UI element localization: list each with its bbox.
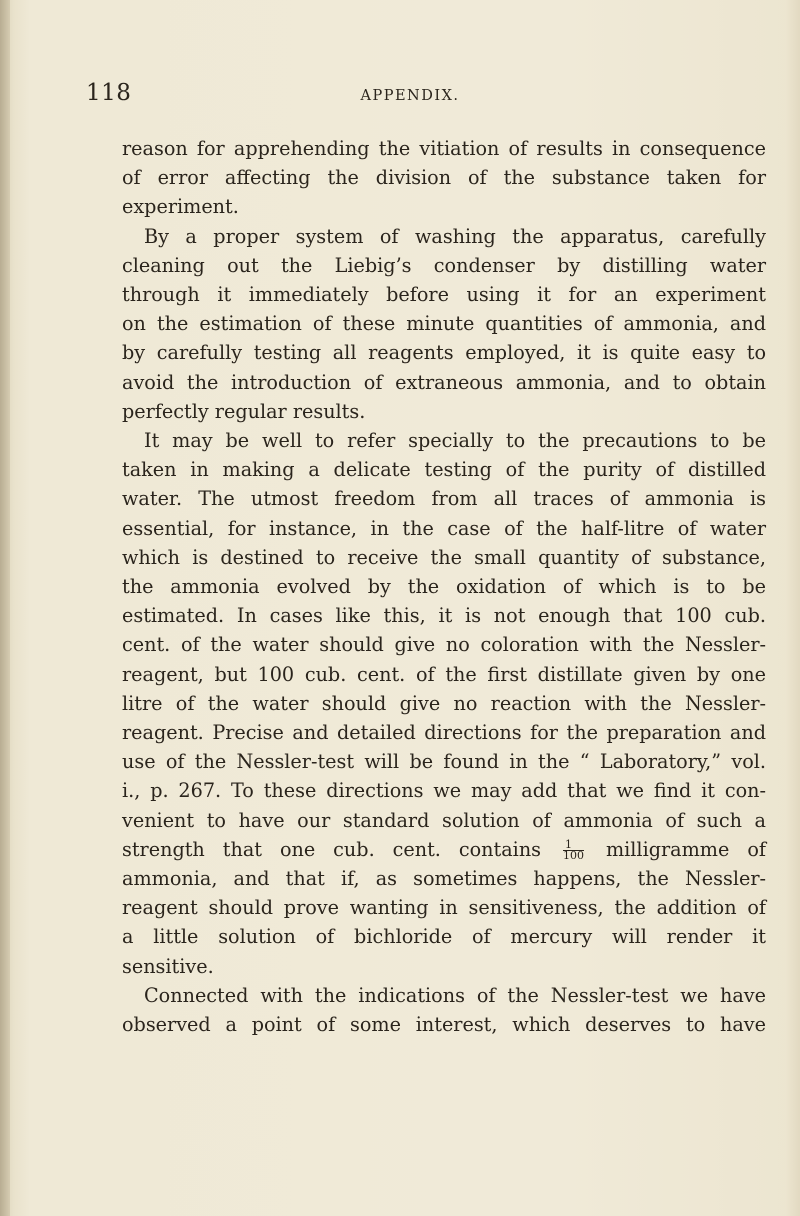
text-line: a little solution of bichloride of mercury will render it — [122, 925, 766, 949]
text-line: cleaning out the Liebig’s condenser by distilling water — [122, 253, 766, 277]
fraction-suffix: milligramme of — [605, 837, 766, 861]
text-line: use of the Nessler-test will be found in the “ Laboratory,” vol. — [122, 750, 766, 774]
page-gutter — [0, 0, 10, 1216]
text-line: reagent. Precise and detailed directions for the preparation and — [122, 721, 766, 745]
page-number: 118 — [86, 80, 132, 106]
text-line: litre of the water should give no reaction with the Nessler- — [122, 691, 766, 715]
fraction-prefix: strength that one cub. cent. contains — [122, 837, 542, 861]
text-line: reagent should prove wanting in sensitiveness, the addition of — [122, 896, 766, 920]
text-line: by carefully testing all reagents employed, it is quite easy to — [122, 341, 766, 365]
text-line: on the estimation of these minute quantities of ammonia, and — [122, 312, 766, 336]
text-line: sensitive. — [122, 954, 214, 978]
text-line: avoid the introduction of extraneous ammonia, and to obtain — [122, 370, 766, 394]
fraction — [563, 840, 584, 861]
text-line: taken in making a delicate testing of the purity of distilled — [122, 458, 766, 482]
text-line: By a proper system of washing the apparatus, carefully — [144, 224, 766, 248]
text-line: through it immediately before using it for an experiment — [122, 283, 766, 307]
text-line: essential, for instance, in the case of the half-litre of water — [122, 516, 766, 540]
text-line-with-fraction — [122, 835, 766, 864]
text-line: estimated. In cases like this, it is not enough that 100 cub. — [122, 604, 766, 628]
text-line: reagent, but 100 cub. cent. of the first distillate given by one — [122, 662, 766, 686]
text-line: i., p. 267. To these directions we may add that we find it con- — [122, 779, 766, 803]
text-line: the ammonia evolved by the oxidation of which is to be — [122, 575, 766, 599]
text-line: reason for apprehending the vitiation of results in consequence — [122, 137, 766, 160]
text-line: cent. of the water should give no coloration with the Nessler- — [122, 633, 766, 657]
fraction-numerator: 1 — [563, 840, 584, 851]
body-text — [122, 134, 766, 1039]
text-line: of error affecting the division of the substance taken for — [122, 166, 766, 190]
page-edge — [786, 0, 800, 1216]
text-line: Connected with the indications of the Nessler-test we have — [144, 983, 766, 1007]
text-line: It may be well to refer specially to the precautions to be — [144, 429, 766, 453]
text-line: experiment. — [122, 195, 239, 219]
text-line: venient to have our standard solution of ammonia of such a — [122, 808, 766, 832]
text-line: ammonia, and that if, as sometimes happens, the Nessler- — [122, 867, 766, 891]
running-title: APPENDIX. — [360, 88, 460, 104]
text-line: water. The utmost freedom from all traces of ammonia is — [122, 487, 766, 511]
text-line: perfectly regular results. — [122, 399, 366, 423]
fraction-denominator: 100 — [563, 849, 584, 863]
text-line: observed a point of some interest, which deserves to have — [122, 1013, 766, 1037]
text-line: which is destined to receive the small quantity of substance, — [122, 545, 766, 569]
